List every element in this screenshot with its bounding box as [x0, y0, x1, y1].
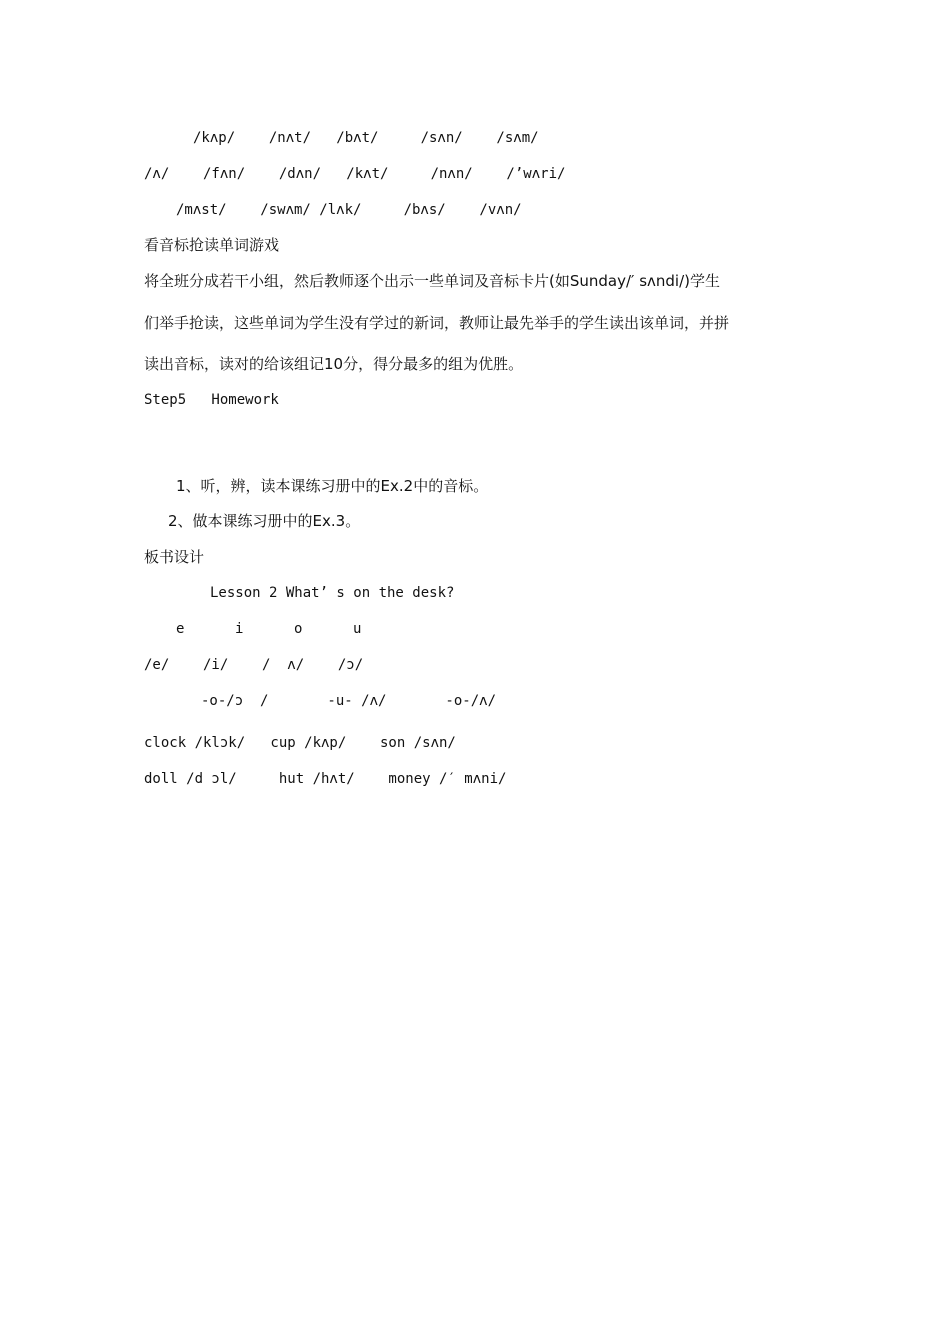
step5-heading: Step5 Homework [144, 392, 279, 408]
example-row-1: clock /klɔk/ cup /kʌp/ son /sʌn/ [144, 735, 456, 751]
phonetic-row-1: /kʌp/ /nʌt/ /bʌt/ /sʌn/ /sʌm/ [193, 130, 539, 146]
game-paragraph-line-2: 们举手抢读，这些单词为学生没有学过的新词，教师让最先举手的学生读出该单词，并拼 [144, 314, 730, 332]
example-row-2: doll /d ɔl/ hut /hʌt/ money /′ mʌni/ [144, 771, 507, 787]
board-design-title: 板书设计 [144, 548, 205, 566]
spelling-rules: -o-/ɔ / -u- /ʌ/ -o-/ʌ/ [201, 693, 497, 709]
vowel-letters: e i o u [176, 621, 362, 637]
lesson-title: Lesson 2 What’ s on the desk? [210, 585, 455, 601]
phonetic-row-2: /ʌ/ /fʌn/ /dʌn/ /kʌt/ /nʌn/ /’wʌri/ [144, 166, 566, 182]
game-title: 看音标抢读单词游戏 [144, 236, 280, 254]
homework-item-2: 2、做本课练习册中的Ex.3。 [168, 512, 361, 530]
phonetic-row-3: /mʌst/ /swʌm/ /lʌk/ /bʌs/ /vʌn/ [176, 202, 522, 218]
game-paragraph-line-1: 将全班分成若干小组，然后教师逐个出示一些单词及音标卡片(如Sunday/′ sʌndi/)学生 [144, 272, 721, 290]
vowel-sounds: /e/ /i/ / ʌ/ /ɔ/ [144, 657, 364, 673]
game-paragraph-line-3: 读出音标，读对的给该组记10分，得分最多的组为优胜。 [144, 355, 524, 373]
homework-item-1: 1、听，辨，读本课练习册中的Ex.2中的音标。 [176, 477, 489, 495]
